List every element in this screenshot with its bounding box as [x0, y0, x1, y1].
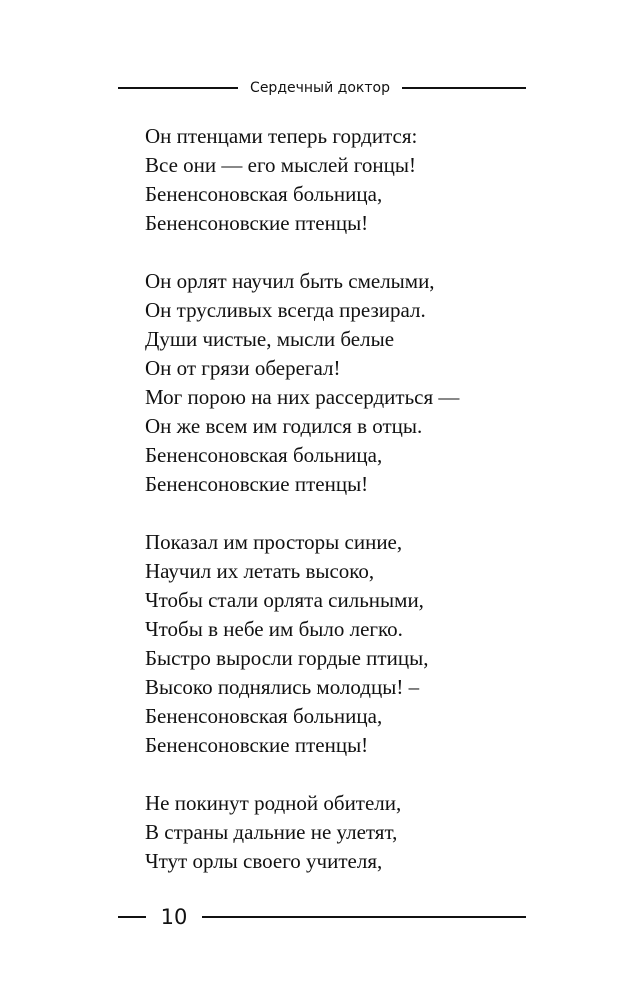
poem-line: Бененсоновские птенцы!	[145, 472, 369, 496]
poem-line: Бененсоновская больница,	[145, 443, 383, 467]
poem-line: Научил их летать высоко,	[145, 559, 375, 583]
header-rule-left	[118, 87, 238, 89]
poem-body	[145, 122, 575, 905]
poem-line: Он орлят научил быть смелыми,	[145, 269, 435, 293]
page-footer	[118, 902, 526, 932]
poem-line: Чтут орлы своего учителя,	[145, 849, 383, 873]
poem-line: Высоко поднялись молодцы! –	[145, 675, 420, 699]
stanza-2	[145, 267, 575, 499]
poem-line: Бененсоновские птенцы!	[145, 211, 369, 235]
running-title: Сердечный доктор	[250, 80, 390, 96]
poem-line: Бененсоновские птенцы!	[145, 733, 369, 757]
poem-line: Быстро выросли гордые птицы,	[145, 646, 429, 670]
poem-line: В страны дальние не улетят,	[145, 820, 398, 844]
footer-rule-left	[118, 916, 146, 918]
stanza-1	[145, 122, 575, 238]
poem-line: Бененсоновская больница,	[145, 704, 383, 728]
poem-line: Все они — его мыслей гонцы!	[145, 153, 416, 177]
header-rule-right	[402, 87, 526, 89]
running-header	[118, 76, 526, 100]
poem-line: Мог порою на них рассердиться —	[145, 385, 460, 409]
poem-line: Он же всем им годился в отцы.	[145, 414, 423, 438]
poem-line: Чтобы стали орлята сильными,	[145, 588, 424, 612]
poem-line: Не покинут родной обители,	[145, 791, 402, 815]
stanza-3	[145, 528, 575, 760]
poem-line: Показал им просторы синие,	[145, 530, 403, 554]
poem-line: Он трусливых всегда презирал.	[145, 298, 426, 322]
stanza-4	[145, 789, 575, 876]
footer-rule-right	[202, 916, 526, 918]
poem-line: Он птенцами теперь гордится:	[145, 124, 418, 148]
poem-line: Души чистые, мысли белые	[145, 327, 395, 351]
poem-line: Чтобы в небе им было легко.	[145, 617, 403, 641]
poem-line: Бененсоновская больница,	[145, 182, 383, 206]
page-number: 10	[160, 905, 188, 929]
poem-line: Он от грязи оберегал!	[145, 356, 341, 380]
